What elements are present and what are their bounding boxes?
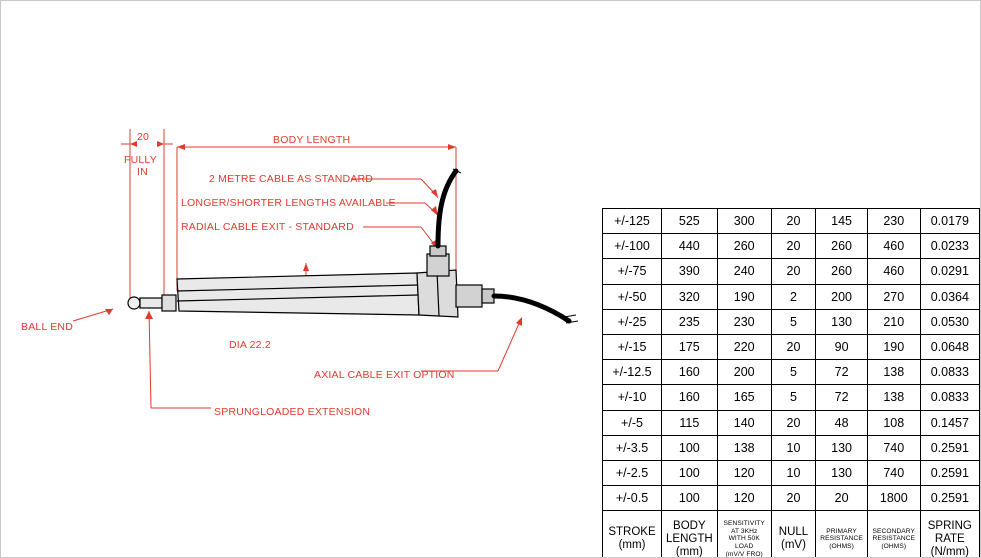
cell-spring-rate: 0.0530: [920, 309, 979, 334]
primary-resistance-header-l3: (OHMS): [829, 543, 854, 551]
cell-stroke: +/-50: [603, 284, 662, 309]
cell-body-length: 100: [661, 486, 717, 511]
cell-sensitivity: 190: [717, 284, 771, 309]
cell-null: 20: [771, 486, 815, 511]
cable-lengths-label: LONGER/SHORTER LENGTHS AVAILABLE: [181, 197, 396, 209]
body-length-label: BODY LENGTH: [273, 134, 351, 146]
cell-secondary-resistance: 740: [867, 460, 920, 485]
dim-20-label: 20: [137, 131, 150, 143]
stroke-header-main: STROKE: [608, 526, 656, 539]
primary-resistance-header-l2: RESISTANCE: [820, 535, 863, 543]
cell-secondary-resistance: 210: [867, 309, 920, 334]
cell-body-length: 175: [661, 334, 717, 359]
cell-stroke: +/-3.5: [603, 435, 662, 460]
cell-body-length: 160: [661, 360, 717, 385]
cell-primary-resistance: 20: [816, 486, 868, 511]
table-row: [603, 410, 980, 435]
column-header-body-length: [661, 511, 717, 558]
cell-secondary-resistance: 460: [867, 259, 920, 284]
cell-secondary-resistance: 138: [867, 360, 920, 385]
column-header-null: [771, 511, 815, 558]
table-footer-row: [603, 511, 980, 558]
body-length-header-unit: (mm): [675, 545, 703, 558]
cell-sensitivity: 300: [717, 209, 771, 234]
table-row: [603, 209, 980, 234]
column-header-spring-rate: [920, 511, 979, 558]
cell-sensitivity: 220: [717, 334, 771, 359]
cell-spring-rate: 0.0179: [920, 209, 979, 234]
column-header-stroke: [603, 511, 662, 558]
column-header-primary-resistance: [816, 511, 868, 558]
cell-primary-resistance: 260: [816, 234, 868, 259]
cell-stroke: +/-75: [603, 259, 662, 284]
cell-stroke: +/-5: [603, 410, 662, 435]
cell-primary-resistance: 200: [816, 284, 868, 309]
cell-spring-rate: 0.1457: [920, 410, 979, 435]
cell-primary-resistance: 90: [816, 334, 868, 359]
cell-null: 20: [771, 209, 815, 234]
cell-primary-resistance: 130: [816, 309, 868, 334]
cell-primary-resistance: 48: [816, 410, 868, 435]
secondary-resistance-header-l3: (OHMS): [881, 543, 907, 551]
cell-stroke: +/-100: [603, 234, 662, 259]
cell-primary-resistance: 72: [816, 360, 868, 385]
radial-cable-exit-label: RADIAL CABLE EXIT - STANDARD: [181, 221, 354, 233]
cell-spring-rate: 0.0833: [920, 385, 979, 410]
sensitivity-header-l1: SENSITIVITY: [723, 519, 765, 527]
sensitivity-header-l3: WITH 50K: [728, 535, 760, 543]
cell-sensitivity: 230: [717, 309, 771, 334]
null-header-unit: (mV): [781, 539, 806, 552]
cell-body-length: 115: [661, 410, 717, 435]
cell-null: 2: [771, 284, 815, 309]
cell-body-length: 160: [661, 385, 717, 410]
table-row: [603, 234, 980, 259]
cell-body-length: 235: [661, 309, 717, 334]
cell-null: 20: [771, 410, 815, 435]
cell-body-length: 390: [661, 259, 717, 284]
cell-spring-rate: 0.2591: [920, 460, 979, 485]
fully-in-label-2: IN: [137, 166, 148, 178]
cell-sensitivity: 120: [717, 460, 771, 485]
table-row: [603, 334, 980, 359]
cell-spring-rate: 0.0364: [920, 284, 979, 309]
cell-primary-resistance: 130: [816, 435, 868, 460]
lvdt-technical-drawing: [1, 1, 601, 558]
cell-sensitivity: 138: [717, 435, 771, 460]
table-row: [603, 309, 980, 334]
cell-null: 5: [771, 309, 815, 334]
cell-primary-resistance: 260: [816, 259, 868, 284]
cell-null: 20: [771, 259, 815, 284]
table-row: [603, 385, 980, 410]
dia-label: DIA 22.2: [229, 339, 271, 351]
cell-body-length: 100: [661, 460, 717, 485]
cell-body-length: 525: [661, 209, 717, 234]
cell-secondary-resistance: 740: [867, 435, 920, 460]
cell-primary-resistance: 130: [816, 460, 868, 485]
cell-null: 5: [771, 385, 815, 410]
cable-standard-label: 2 METRE CABLE AS STANDARD: [209, 173, 374, 185]
null-header-main: NULL: [778, 526, 809, 539]
cell-spring-rate: 0.0233: [920, 234, 979, 259]
ball-end-label: BALL END: [21, 321, 73, 333]
cell-spring-rate: 0.0833: [920, 360, 979, 385]
cell-secondary-resistance: 1800: [867, 486, 920, 511]
cell-primary-resistance: 145: [816, 209, 868, 234]
column-header-sensitivity: [717, 511, 771, 558]
cell-spring-rate: 0.2591: [920, 486, 979, 511]
cell-sensitivity: 120: [717, 486, 771, 511]
column-header-secondary-resistance: [867, 511, 920, 558]
cell-spring-rate: 0.0648: [920, 334, 979, 359]
cell-stroke: +/-0.5: [603, 486, 662, 511]
table-row: [603, 460, 980, 485]
spring-rate-header-unit: (N/mm): [930, 545, 969, 558]
cell-secondary-resistance: 270: [867, 284, 920, 309]
secondary-resistance-header-l2: RESISTANCE: [872, 535, 916, 543]
cell-null: 10: [771, 435, 815, 460]
cell-body-length: 320: [661, 284, 717, 309]
cell-sensitivity: 240: [717, 259, 771, 284]
stroke-header-unit: (mm): [618, 539, 646, 552]
cell-secondary-resistance: 138: [867, 385, 920, 410]
cell-sensitivity: 260: [717, 234, 771, 259]
cell-null: 5: [771, 360, 815, 385]
cell-sensitivity: 165: [717, 385, 771, 410]
cell-body-length: 100: [661, 435, 717, 460]
sensitivity-header-l2: AT 3KHz: [730, 527, 758, 535]
primary-resistance-header-l1: PRIMARY: [826, 527, 857, 535]
cell-sensitivity: 200: [717, 360, 771, 385]
specification-table: [602, 208, 980, 558]
cell-secondary-resistance: 190: [867, 334, 920, 359]
body-length-header-sub: LENGTH: [666, 532, 713, 545]
table-row: [603, 284, 980, 309]
cell-sensitivity: 140: [717, 410, 771, 435]
sprungloaded-extension-label: SPRUNGLOADED EXTENSION: [214, 406, 371, 418]
cell-secondary-resistance: 108: [867, 410, 920, 435]
cell-spring-rate: 0.0291: [920, 259, 979, 284]
fully-in-label: FULLY: [124, 154, 157, 166]
cell-null: 20: [771, 334, 815, 359]
spring-rate-header-sub: RATE: [934, 532, 965, 545]
cell-primary-resistance: 72: [816, 385, 868, 410]
cell-stroke: +/-125: [603, 209, 662, 234]
spring-rate-header-main: SPRING: [927, 519, 972, 532]
cell-secondary-resistance: 460: [867, 234, 920, 259]
body-length-header-main: BODY: [673, 519, 706, 532]
cell-stroke: +/-15: [603, 334, 662, 359]
table-row: [603, 360, 980, 385]
cell-secondary-resistance: 230: [867, 209, 920, 234]
drawing-svg: [1, 1, 601, 558]
secondary-resistance-header-l1: SECONDARY: [872, 527, 916, 535]
cell-stroke: +/-25: [603, 309, 662, 334]
lvdt-outline: [128, 246, 494, 317]
sensitivity-header-l5: (mV/V FRO): [725, 550, 763, 558]
axial-cable-exit-label: AXIAL CABLE EXIT OPTION: [314, 369, 455, 381]
cell-spring-rate: 0.2591: [920, 435, 979, 460]
cell-null: 10: [771, 460, 815, 485]
cell-stroke: +/-2.5: [603, 460, 662, 485]
cell-stroke: +/-10: [603, 385, 662, 410]
table-row: [603, 486, 980, 511]
cell-null: 20: [771, 234, 815, 259]
sensitivity-header-l4: LOAD: [735, 543, 754, 551]
cell-body-length: 440: [661, 234, 717, 259]
table-row: [603, 259, 980, 284]
table-row: [603, 435, 980, 460]
cell-stroke: +/-12.5: [603, 360, 662, 385]
